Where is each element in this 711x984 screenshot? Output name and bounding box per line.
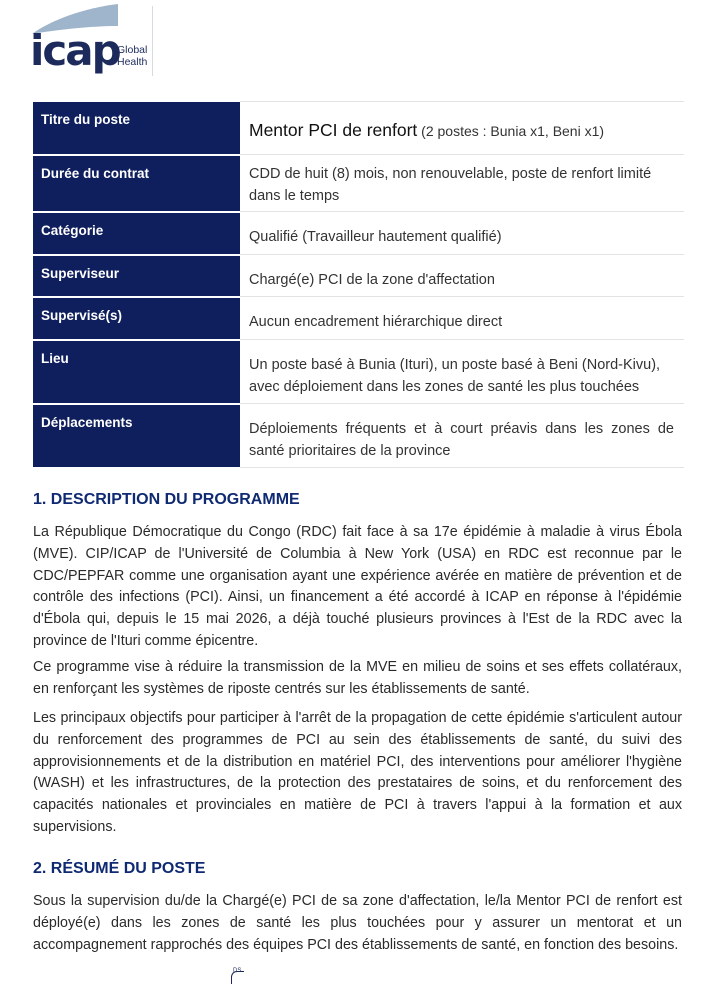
label-travel: Déplacements	[33, 404, 240, 468]
section-heading-program-description: 1. DESCRIPTION DU PROGRAMME	[33, 491, 300, 508]
logo-line1: Global	[117, 44, 148, 56]
row-supervised	[33, 297, 684, 340]
docusign-mark: DS	[233, 968, 242, 974]
value-location: Un poste basé à Bunia (Ituri), un poste basé à Beni (Nord-Kivu), avec déploiement dans les zones de santé les plus touchées	[240, 340, 684, 404]
job-title-positions: (2 postes : Bunia x1, Beni x1)	[417, 123, 605, 139]
label-supervised: Supervisé(s)	[33, 297, 240, 340]
label-supervisor: Superviseur	[33, 255, 240, 297]
value-supervised: Aucun encadrement hiérarchique direct	[240, 297, 684, 340]
row-job-title	[33, 102, 684, 155]
row-category	[33, 212, 684, 255]
label-location: Lieu	[33, 340, 240, 404]
label-job-title: Titre du poste	[33, 102, 240, 155]
section-heading-job-summary: 2. RÉSUMÉ DU POSTE	[33, 860, 206, 877]
label-category: Catégorie	[33, 212, 240, 255]
job-info-table	[33, 101, 684, 469]
value-job-title	[240, 102, 684, 155]
paragraph-program-3: Les principaux objectifs pour participer à l'arrêt de la propagation de cette épidémie s'articulent autour du renforcement des programmes de PCI au sein des établissements de santé, du suivi des approvisionnements et de la distribution en matériel PCI, des interventions pour améliorer l'hygiène (WASH) et les infrastructures, de la protection des prestataires de soins, et du renforcement des capacités nationales et provinciales en matière de PCI à travers l'appui à la formation et aux supervisions.	[33, 710, 682, 835]
value-category: Qualifié (Travailleur hautement qualifié)	[240, 212, 684, 255]
logo-line2: Health	[117, 56, 148, 68]
row-location	[33, 340, 684, 404]
label-contract-duration: Durée du contrat	[33, 155, 240, 212]
logo-divider	[152, 6, 153, 76]
paragraph-program-1: La République Démocratique du Congo (RDC) fait face à sa 17e épidémie à maladie à virus Ébola (MVE). CIP/ICAP de l'Université de Columbia à New York (USA) en RDC est reconnue par le CDC/PEPFAR comme une organisation ayant une expérience avérée en matière de prévention et de contrôle des infections (PCI). Ainsi, un financement a été accordé à ICAP en réponse à l'épidémie d'Ébola qui, depuis le 15 mai 2026, a déjà touché plusieurs provinces à l'Est de la RDC avec la province de l'Ituri comme épicentre.	[33, 524, 682, 649]
value-contract-duration: CDD de huit (8) mois, non renouvelable, poste de renfort limité dans le temps	[240, 155, 684, 212]
row-contract-duration	[33, 155, 684, 212]
logo-subtitle	[117, 44, 147, 68]
value-travel: Déploiements fréquents et à court préavis dans les zones de santé prioritaires de la province	[240, 404, 684, 468]
row-supervisor	[33, 255, 684, 297]
row-travel	[33, 404, 684, 468]
paragraph-summary-1: Sous la supervision du/de la Chargé(e) PCI de sa zone d'affectation, le/la Mentor PCI de renfort est déployé(e) dans les zones de santé les plus touchées pour y assurer un mentorat et un accompagnement rapprochés des équipes PCI des établissements de santé, en fonction des besoins.	[33, 893, 682, 953]
paragraph-program-2: Ce programme vise à réduire la transmission de la MVE en milieu de soins et ses effets collatéraux, en renforçant les systèmes de riposte centrés sur les établissements de santé.	[33, 659, 682, 697]
job-title: Mentor PCI de renfort	[249, 120, 418, 140]
logo-wordmark: icap	[30, 26, 120, 75]
value-supervisor: Chargé(e) PCI de la zone d'affectation	[240, 255, 684, 297]
